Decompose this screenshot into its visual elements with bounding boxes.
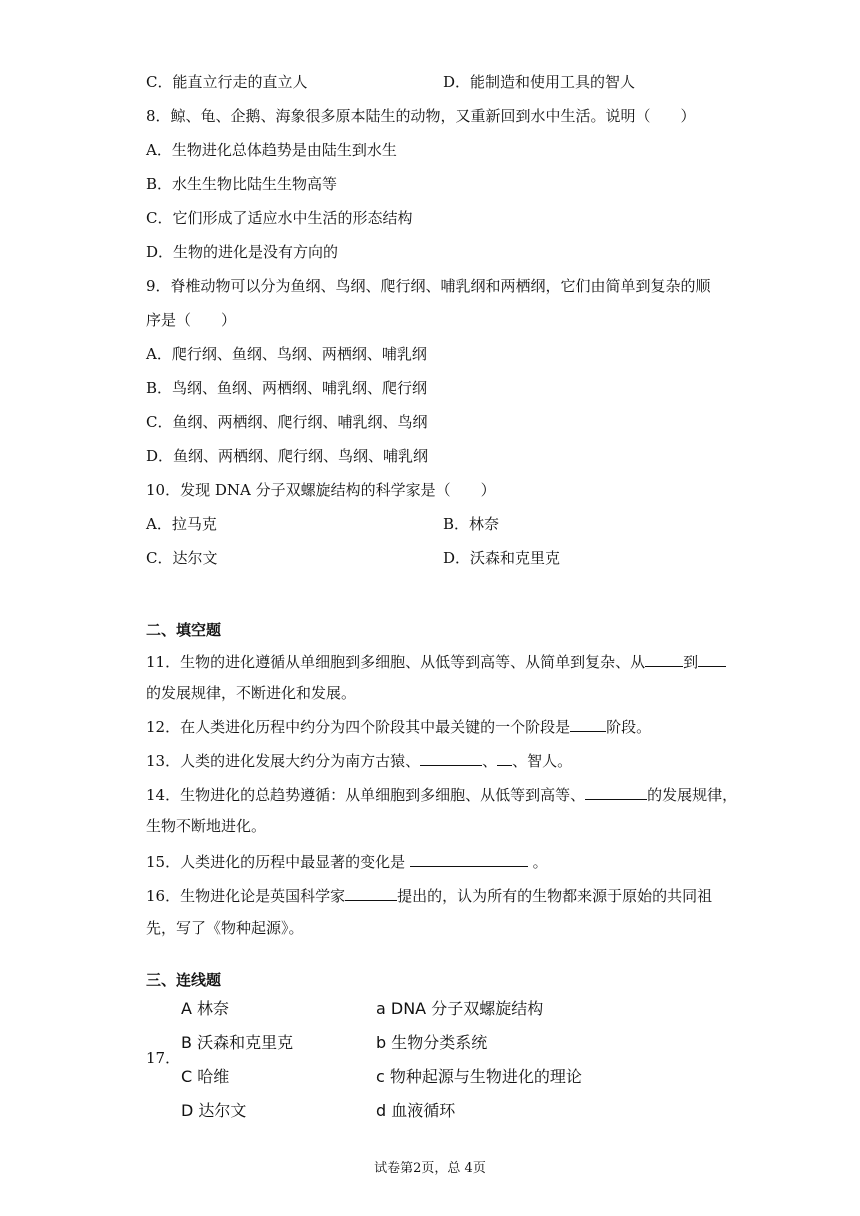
q13-blank-2[interactable] <box>497 750 512 766</box>
q17-right-item-a[interactable]: a DNA 分子双螺旋结构 <box>376 999 544 1018</box>
q7-option-c: C．能直立行走的直立人 <box>146 73 308 91</box>
q14-line1 <box>146 784 737 805</box>
q11-line1 <box>146 651 726 672</box>
q11-text-part2: 到 <box>683 653 699 671</box>
q11-blank-1[interactable] <box>645 651 683 667</box>
q16-text-part2: 提出的，认为所有的生物都来源于原始的共同祖 <box>397 887 713 905</box>
q10-stem: 10．发现 DNA 分子双螺旋结构的科学家是（ ） <box>146 481 496 499</box>
q17-number: 17． <box>146 1049 181 1067</box>
q9-option-c: C．鱼纲、两栖纲、爬行纲、哺乳纲、鸟纲 <box>146 413 428 431</box>
q14-line2: 生物不断地进化。 <box>146 817 267 835</box>
q15-text-part2: 。 <box>527 853 548 871</box>
q17-left-item-c[interactable]: C 哈维 <box>181 1067 230 1086</box>
q8-option-c: C．它们形成了适应水中生活的形态结构 <box>146 209 413 227</box>
q9-option-d: D．鱼纲、两栖纲、爬行纲、鸟纲、哺乳纲 <box>146 447 429 465</box>
q9-option-b: B．鸟纲、鱼纲、两栖纲、哺乳纲、爬行纲 <box>146 379 428 397</box>
q10-option-d: D．沃森和克里克 <box>443 549 561 567</box>
q17-left-item-d[interactable]: D 达尔文 <box>181 1101 247 1120</box>
q11-blank-2[interactable] <box>698 651 726 667</box>
q14-text-part2: 的发展规律， <box>647 786 738 804</box>
section-fill-in-title: 二、填空题 <box>146 621 222 639</box>
q16-blank[interactable] <box>345 885 397 901</box>
q12-blank[interactable] <box>570 716 606 732</box>
q15-blank[interactable] <box>410 851 528 867</box>
q8-option-a: A．生物进化总体趋势是由陆生到水生 <box>146 141 397 159</box>
q17-right-item-c[interactable]: c 物种起源与生物进化的理论 <box>376 1067 582 1086</box>
page-footer: 试卷第2页，总 4页 <box>374 1161 486 1176</box>
q14-blank[interactable] <box>585 784 647 800</box>
q17-right-item-b[interactable]: b 生物分类系统 <box>376 1033 488 1052</box>
q13-text-part2: 、 <box>482 752 498 770</box>
q13-text-part3: 、智人。 <box>512 752 573 770</box>
q15-line <box>146 851 548 872</box>
q9-stem-line2: 序是（ ） <box>146 311 237 329</box>
q13-line <box>146 750 572 771</box>
q13-blank-1[interactable] <box>420 750 482 766</box>
q8-stem: 8．鲸、龟、企鹅、海象很多原本陆生的动物，又重新回到水中生活。说明（ ） <box>146 107 696 125</box>
q17-right-item-d[interactable]: d 血液循环 <box>376 1101 456 1120</box>
q10-option-b: B．林奈 <box>443 515 500 533</box>
q12-line <box>146 716 651 737</box>
q11-line2: 的发展规律，不断进化和发展。 <box>146 684 357 702</box>
section-matching-title: 三、连线题 <box>146 971 222 989</box>
q13-text-part1: 13．人类的进化发展大约分为南方古猿、 <box>146 752 421 770</box>
q17-left-item-a[interactable]: A 林奈 <box>181 999 230 1018</box>
q9-stem-line1: 9．脊椎动物可以分为鱼纲、鸟纲、爬行纲、哺乳纲和两栖纲，它们由简单到复杂的顺 <box>146 277 711 295</box>
q16-line2: 先，写了《物种起源》。 <box>146 919 304 937</box>
q10-option-a: A．拉马克 <box>146 515 217 533</box>
q15-text-part1: 15．人类进化的历程中最显著的变化是 <box>146 853 410 871</box>
q7-option-d: D．能制造和使用工具的智人 <box>443 73 636 91</box>
q8-option-d: D．生物的进化是没有方向的 <box>146 243 339 261</box>
q10-option-c: C．达尔文 <box>146 549 218 567</box>
q16-text-part1: 16．生物进化论是英国科学家 <box>146 887 346 905</box>
q17-left-item-b[interactable]: B 沃森和克里克 <box>181 1033 294 1052</box>
q8-option-b: B．水生生物比陆生生物高等 <box>146 175 338 193</box>
q9-option-a: A．爬行纲、鱼纲、鸟纲、两栖纲、哺乳纲 <box>146 345 427 363</box>
q12-text-part1: 12．在人类进化历程中约分为四个阶段其中最关键的一个阶段是 <box>146 718 571 736</box>
q11-text-part1: 11．生物的进化遵循从单细胞到多细胞、从低等到高等、从简单到复杂、从 <box>146 653 646 671</box>
q16-line1 <box>146 885 712 906</box>
q12-text-part2: 阶段。 <box>606 718 652 736</box>
q14-text-part1: 14．生物进化的总趋势遵循：从单细胞到多细胞、从低等到高等、 <box>146 786 586 804</box>
